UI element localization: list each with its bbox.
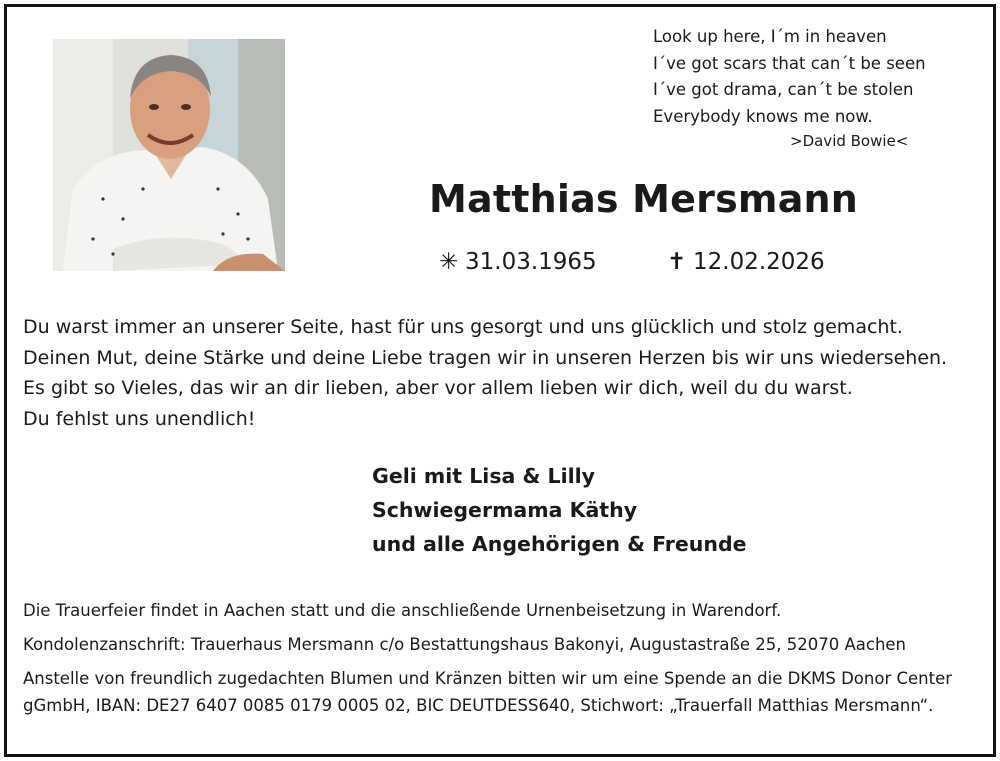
death-cross-icon: ✝: [667, 249, 687, 275]
birth-star-icon: ✳: [439, 249, 459, 275]
quote-line: I´ve got drama, can´t be stolen: [653, 80, 914, 99]
quote-line: I´ve got scars that can´t be seen: [653, 53, 926, 73]
obituary-card: [4, 4, 996, 757]
donation-info: [23, 665, 952, 719]
deceased-name: Matthias Mersmann: [429, 177, 859, 221]
quote-line: Look up here, I´m in heaven: [653, 27, 887, 46]
memorial-line: Du fehlst uns unendlich!: [23, 407, 256, 430]
mourners-list: [372, 459, 747, 561]
ceremony-info: Die Trauerfeier findet in Aachen statt und die anschließende Urnenbeisetzung in Warendorf.: [23, 601, 782, 620]
portrait-photo: [53, 39, 285, 271]
condolence-address: Kondolenzanschrift: Trauerhaus Mersmann c/o Bestattungshaus Bakonyi, Augustastraße 25, 52070 Aachen: [23, 635, 907, 654]
memorial-line: Deinen Mut, deine Stärke und deine Liebe tragen wir in unseren Herzen bis wir uns wiedersehen.: [23, 346, 948, 369]
memorial-text: [23, 312, 947, 434]
quote-author: >David Bowie<: [790, 132, 909, 150]
memorial-line: Du warst immer an unserer Seite, hast für uns gesorgt und uns glücklich und stolz gemacht.: [23, 316, 903, 338]
donation-line: gGmbH, IBAN: DE27 6407 0085 0179 0005 02, BIC DEUTDESS640, Stichwort: „Trauerfall Matthias Mersmann“.: [23, 696, 934, 715]
mourner-line: Schwiegermama Käthy: [372, 498, 638, 522]
donation-line: Anstelle von freundlich zugedachten Blumen und Kränzen bitten wir um eine Spende an die DKMS Donor Center: [23, 669, 953, 688]
death-date-value: 12.02.2026: [693, 249, 825, 275]
birth-date: [439, 249, 597, 275]
memorial-line: Es gibt so Vieles, das wir an dir lieben, aber vor allem lieben wir dich, weil du du warst.: [23, 377, 853, 399]
mourner-line: und alle Angehörigen & Freunde: [372, 532, 747, 556]
mourner-line: Geli mit Lisa & Lilly: [372, 464, 596, 488]
death-date: [667, 249, 825, 275]
quote-line: Everybody knows me now.: [653, 106, 873, 126]
quote-block: [653, 24, 926, 152]
birth-date-value: 31.03.1965: [465, 249, 597, 275]
portrait-illustration: [53, 39, 285, 271]
